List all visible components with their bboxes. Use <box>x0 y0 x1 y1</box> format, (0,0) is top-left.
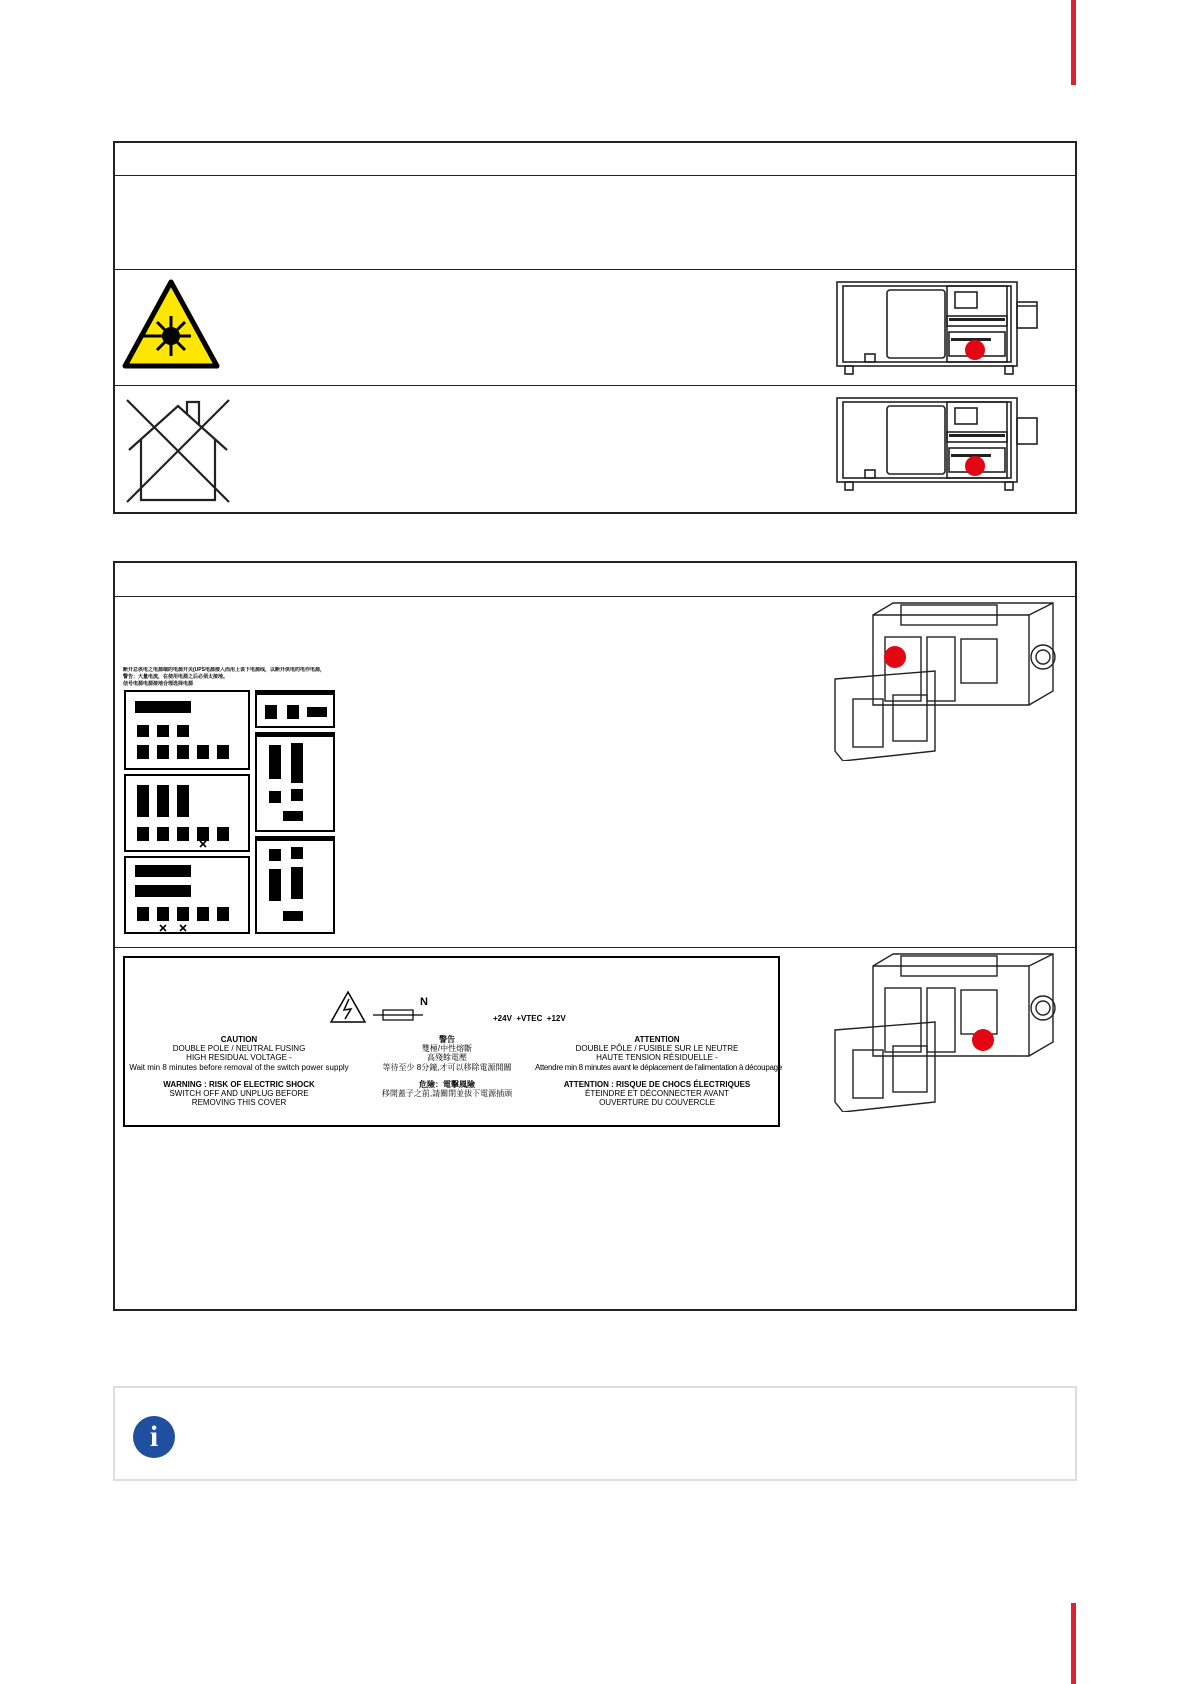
caution-label <box>123 956 780 1127</box>
fuse-neutral-letter: N <box>420 996 428 1008</box>
location-marker <box>972 1029 994 1051</box>
table-description-row <box>115 175 1075 269</box>
voltage-rails: +24V +VTEC +12V <box>493 1014 566 1023</box>
table-row <box>115 596 1075 947</box>
table-row <box>115 947 1075 1313</box>
caution-column-chinese: 警告 雙極/中性熔斷 高殘餘電壓 等待至少 8分鐘,才可以移除電源開關 危險：電擊風險 移開蓋子之前,請關閉並拔下電源插頭 <box>381 1035 513 1098</box>
caution-column-english: CAUTION DOUBLE POLE / NEUTRAL FUSING HIGH RESIDUAL VOLTAGE - Wait min 8 minutes before removal of the switch power supply WARNING : RISK OF ELECTRIC SHOCK SWITCH OFF AND UNPLUG BEFORE REMOVING THIS COVER <box>129 1035 349 1108</box>
table-row <box>115 269 1075 385</box>
jumper-diagram <box>123 689 353 939</box>
page-accent-bar-bottom <box>1071 1603 1076 1684</box>
location-marker <box>965 456 985 476</box>
projector-open-cover-image <box>833 952 1073 1112</box>
projector-front-view-image <box>835 276 1040 380</box>
jumper-setting-label <box>123 667 353 937</box>
info-note-box <box>113 1386 1077 1481</box>
labels-table-2 <box>113 561 1077 1311</box>
labels-table-1 <box>113 141 1077 514</box>
projector-open-cover-image <box>833 601 1073 761</box>
laser-warning-icon <box>121 278 221 370</box>
indoor-use-only-icon <box>123 396 233 506</box>
table-header-row <box>115 143 1075 175</box>
caution-column-french: ATTENTION DOUBLE PÔLE / FUSIBLE SUR LE NEUTRE HAUTE TENSION RÉSIDUELLE - Attendre min 8 minutes avant le déplacement de l'alimentation à découpage ATTENTION : RISQUE DE CHOCS ÉLECTRIQUES ÉTEINDRE ET DÉCONNECTER AVANT OUVERTURE DU COUVERCLE <box>535 1035 782 1108</box>
electric-shock-icon <box>329 990 367 1024</box>
projector-front-view-image <box>835 392 1040 496</box>
table-row <box>115 385 1075 516</box>
location-marker <box>884 646 906 668</box>
fuse-icon <box>373 1008 423 1022</box>
info-icon: i <box>133 1416 175 1458</box>
table-header-row <box>115 563 1075 596</box>
jumper-label-text: 断开总供电之电源端的电源开关(UPS电源接入而用上该下电源线，以断开供电的电作电源， 警告：大量电流，在使用电源之后必须太接地。 信号电源电源接地合理选择电源 <box>123 667 325 687</box>
page-accent-bar-top <box>1071 0 1076 85</box>
location-marker <box>965 340 985 360</box>
